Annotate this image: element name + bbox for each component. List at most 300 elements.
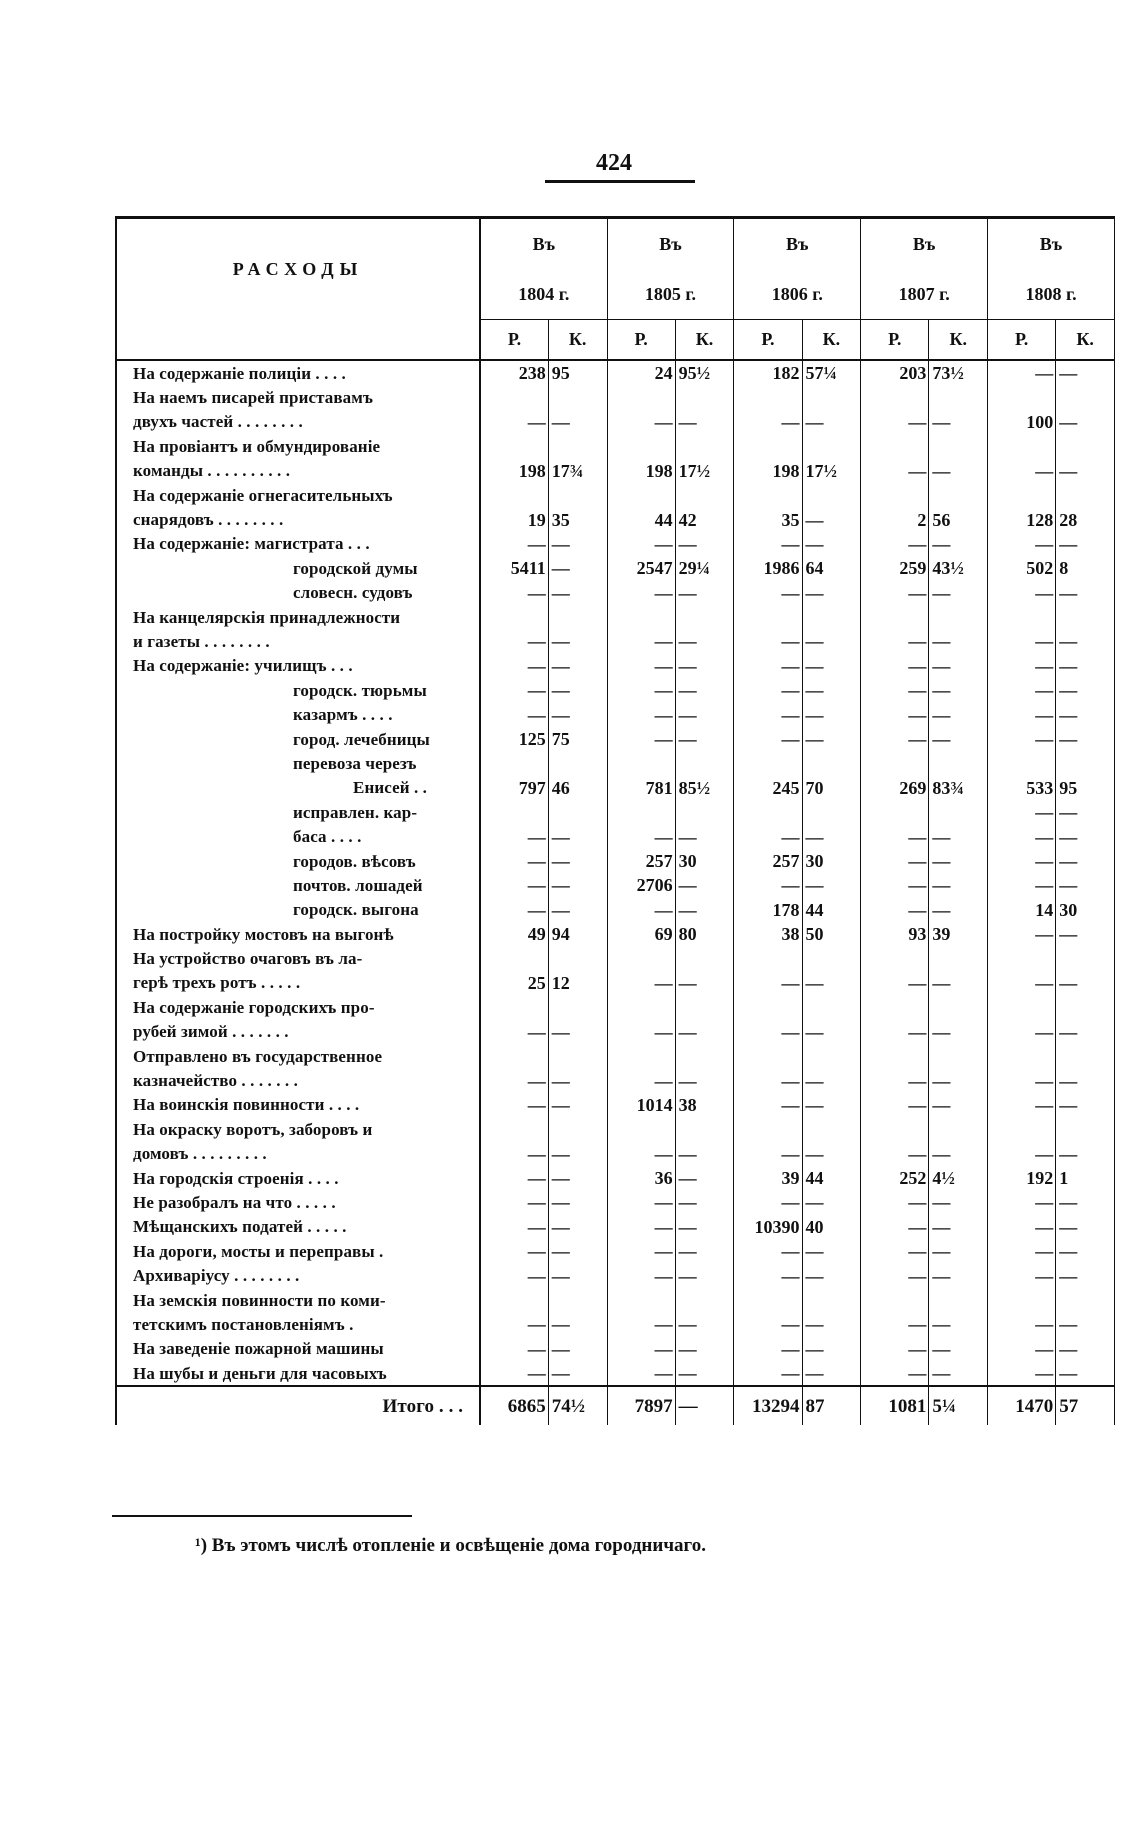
rubles-cell: 502 — [988, 556, 1056, 580]
kopecks-cell — [548, 605, 607, 629]
row-label: Мѣщанскихъ податей . . . . . — [116, 1215, 480, 1239]
kopecks-cell — [675, 1044, 734, 1068]
kopecks-cell: — — [1056, 1215, 1115, 1239]
rubles-cell — [988, 434, 1056, 458]
table-row — [116, 1190, 1115, 1214]
year-prefix: Въ — [480, 218, 607, 270]
kopecks-cell: — — [675, 654, 734, 678]
rubles-cell: — — [607, 824, 675, 848]
rubles-cell: — — [607, 629, 675, 653]
table-row — [116, 629, 1115, 653]
table-row — [116, 1288, 1115, 1312]
year-prefix: Въ — [861, 218, 988, 270]
kopecks-cell: 46 — [548, 776, 607, 800]
rubles-cell: 238 — [480, 360, 548, 385]
table-row — [116, 971, 1115, 995]
rubles-cell: — — [480, 1361, 548, 1386]
kopecks-cell: — — [802, 1142, 861, 1166]
year-label: 1806 г. — [734, 269, 861, 319]
rubles-cell — [480, 946, 548, 970]
table-row — [116, 751, 1115, 775]
kopecks-cell: — — [929, 459, 988, 483]
kopecks-cell: — — [1056, 1337, 1115, 1361]
kopecks-cell: — — [675, 1312, 734, 1336]
rubles-cell: 36 — [607, 1166, 675, 1190]
year-label: 1804 г. — [480, 269, 607, 319]
expenses-title-spacer — [116, 319, 480, 360]
kopecks-cell: — — [802, 532, 861, 556]
table-row — [116, 1215, 1115, 1239]
row-label: На канцелярскія принадлежности — [116, 605, 480, 629]
kopecks-cell: — — [675, 1239, 734, 1263]
rubles-cell — [734, 385, 802, 409]
rubles-cell: — — [861, 849, 929, 873]
rubles-cell: — — [480, 849, 548, 873]
rubles-cell: — — [607, 1312, 675, 1336]
rubles-cell: — — [734, 1337, 802, 1361]
rubles-cell — [480, 385, 548, 409]
row-label: казначейство . . . . . . . — [116, 1068, 480, 1092]
kopecks-cell: — — [675, 581, 734, 605]
kopecks-cell: — — [802, 824, 861, 848]
rubles-cell: — — [988, 629, 1056, 653]
rubles-cell: — — [607, 581, 675, 605]
year-label: 1808 г. — [988, 269, 1115, 319]
rubles-cell: — — [607, 1263, 675, 1287]
row-label: команды . . . . . . . . . . — [116, 459, 480, 483]
kopecks-cell: — — [548, 702, 607, 726]
rubles-cell: — — [988, 678, 1056, 702]
kopecks-cell — [675, 800, 734, 824]
rubles-cell: 19 — [480, 507, 548, 531]
table-row — [116, 1044, 1115, 1068]
rubles-cell: — — [480, 1142, 548, 1166]
kopecks-cell — [1056, 434, 1115, 458]
kopecks-cell — [1056, 385, 1115, 409]
kopecks-cell: 94 — [548, 922, 607, 946]
kopecks-cell — [929, 1117, 988, 1141]
kopecks-cell: — — [1056, 922, 1115, 946]
rubles-cell: — — [734, 824, 802, 848]
rubles-cell: 257 — [607, 849, 675, 873]
kopecks-cell: 56 — [929, 507, 988, 531]
unit-kopecks: К. — [675, 319, 734, 360]
rubles-cell: — — [988, 581, 1056, 605]
rubles-cell: — — [734, 873, 802, 897]
kopecks-cell: 35 — [548, 507, 607, 531]
rubles-cell — [607, 483, 675, 507]
total-kopecks-cell: 57 — [1056, 1386, 1115, 1425]
rubles-cell: — — [988, 1093, 1056, 1117]
kopecks-cell: — — [548, 824, 607, 848]
rubles-cell — [480, 751, 548, 775]
unit-rubles: Р. — [607, 319, 675, 360]
kopecks-cell — [802, 946, 861, 970]
rubles-cell: — — [734, 1068, 802, 1092]
row-label: На содержаніе: магистрата . . . — [116, 532, 480, 556]
kopecks-cell: — — [675, 898, 734, 922]
row-label: снарядовъ . . . . . . . . — [116, 507, 480, 531]
kopecks-cell: — — [802, 654, 861, 678]
kopecks-cell — [929, 434, 988, 458]
rubles-cell: — — [861, 532, 929, 556]
rubles-cell: — — [734, 1020, 802, 1044]
table-row — [116, 556, 1115, 580]
rubles-cell — [988, 1288, 1056, 1312]
unit-kopecks: К. — [929, 319, 988, 360]
kopecks-cell — [802, 483, 861, 507]
rubles-cell: 44 — [607, 507, 675, 531]
kopecks-cell: 44 — [802, 1166, 861, 1190]
kopecks-cell: — — [929, 898, 988, 922]
kopecks-cell: — — [929, 1068, 988, 1092]
header-row-units — [116, 319, 1115, 360]
kopecks-cell — [802, 1044, 861, 1068]
total-kopecks-cell: 5¼ — [929, 1386, 988, 1425]
rubles-cell: — — [861, 1093, 929, 1117]
kopecks-cell — [1056, 1288, 1115, 1312]
kopecks-cell — [548, 800, 607, 824]
rubles-cell: 1014 — [607, 1093, 675, 1117]
row-label: городск. выгона — [116, 898, 480, 922]
rubles-cell — [480, 800, 548, 824]
kopecks-cell: — — [1056, 360, 1115, 385]
kopecks-cell: — — [1056, 873, 1115, 897]
rubles-cell: 10390 — [734, 1215, 802, 1239]
rubles-cell: — — [607, 532, 675, 556]
kopecks-cell: — — [548, 1361, 607, 1386]
rubles-cell: — — [861, 654, 929, 678]
kopecks-cell: — — [675, 824, 734, 848]
kopecks-cell: 29¼ — [675, 556, 734, 580]
kopecks-cell: — — [802, 507, 861, 531]
table-row — [116, 532, 1115, 556]
rubles-cell: 252 — [861, 1166, 929, 1190]
unit-rubles: Р. — [480, 319, 548, 360]
total-kopecks-cell: 74½ — [548, 1386, 607, 1425]
rubles-cell: — — [988, 532, 1056, 556]
kopecks-cell: — — [675, 1190, 734, 1214]
kopecks-cell: 30 — [802, 849, 861, 873]
kopecks-cell: — — [675, 678, 734, 702]
kopecks-cell — [802, 800, 861, 824]
kopecks-cell: — — [802, 1190, 861, 1214]
rubles-cell: 781 — [607, 776, 675, 800]
kopecks-cell: — — [929, 629, 988, 653]
rubles-cell: 93 — [861, 922, 929, 946]
rubles-cell: 100 — [988, 410, 1056, 434]
kopecks-cell: — — [675, 971, 734, 995]
table-row — [116, 581, 1115, 605]
kopecks-cell — [548, 483, 607, 507]
kopecks-cell: 43½ — [929, 556, 988, 580]
rubles-cell: — — [988, 922, 1056, 946]
kopecks-cell — [802, 605, 861, 629]
rubles-cell: — — [607, 898, 675, 922]
kopecks-cell: — — [675, 1337, 734, 1361]
kopecks-cell: — — [929, 971, 988, 995]
rubles-cell: 128 — [988, 507, 1056, 531]
rubles-cell — [734, 483, 802, 507]
rubles-cell: — — [480, 1239, 548, 1263]
kopecks-cell: 95 — [548, 360, 607, 385]
kopecks-cell: — — [1056, 971, 1115, 995]
kopecks-cell: — — [1056, 1263, 1115, 1287]
kopecks-cell: 70 — [802, 776, 861, 800]
kopecks-cell: 64 — [802, 556, 861, 580]
row-label: На воинскія повинности . . . . — [116, 1093, 480, 1117]
kopecks-cell — [675, 1117, 734, 1141]
rubles-cell: — — [480, 873, 548, 897]
rubles-cell: 797 — [480, 776, 548, 800]
kopecks-cell — [929, 946, 988, 970]
table-row — [116, 678, 1115, 702]
kopecks-cell: — — [929, 581, 988, 605]
kopecks-cell: — — [675, 1142, 734, 1166]
rubles-cell: — — [861, 1190, 929, 1214]
row-label: На дороги, мосты и переправы . — [116, 1239, 480, 1263]
rubles-cell: — — [988, 654, 1056, 678]
kopecks-cell: — — [675, 1215, 734, 1239]
row-label: На содержаніе: училищъ . . . — [116, 654, 480, 678]
kopecks-cell: — — [675, 629, 734, 653]
rubles-cell — [607, 800, 675, 824]
unit-rubles: Р. — [861, 319, 929, 360]
row-label: На провіантъ и обмундированіе — [116, 434, 480, 458]
rubles-cell — [480, 1117, 548, 1141]
rubles-cell: — — [734, 1142, 802, 1166]
rubles-cell: — — [480, 702, 548, 726]
kopecks-cell: — — [802, 727, 861, 751]
rubles-cell: — — [480, 1263, 548, 1287]
rubles-cell: — — [480, 1093, 548, 1117]
kopecks-cell: — — [675, 873, 734, 897]
year-label: 1805 г. — [607, 269, 734, 319]
rubles-cell — [988, 1044, 1056, 1068]
rubles-cell: — — [480, 1190, 548, 1214]
table-row — [116, 922, 1115, 946]
rubles-cell: — — [480, 629, 548, 653]
kopecks-cell: 95 — [1056, 776, 1115, 800]
rubles-cell: — — [607, 1020, 675, 1044]
header-row-prefix — [116, 218, 1115, 270]
rubles-cell: — — [861, 629, 929, 653]
kopecks-cell: — — [802, 702, 861, 726]
kopecks-cell — [929, 800, 988, 824]
year-prefix: Въ — [734, 218, 861, 270]
unit-kopecks: К. — [548, 319, 607, 360]
rubles-cell: — — [988, 459, 1056, 483]
table-row — [116, 654, 1115, 678]
kopecks-cell: 95½ — [675, 360, 734, 385]
kopecks-cell: — — [548, 556, 607, 580]
kopecks-cell: — — [802, 410, 861, 434]
rubles-cell: — — [607, 1337, 675, 1361]
rubles-cell: — — [480, 581, 548, 605]
kopecks-cell — [929, 751, 988, 775]
kopecks-cell: — — [1056, 1020, 1115, 1044]
rubles-cell — [988, 946, 1056, 970]
rubles-cell: — — [607, 702, 675, 726]
rubles-cell — [734, 751, 802, 775]
rubles-cell — [480, 605, 548, 629]
kopecks-cell: — — [929, 678, 988, 702]
rubles-cell: — — [861, 581, 929, 605]
kopecks-cell: 50 — [802, 922, 861, 946]
rubles-cell — [861, 1288, 929, 1312]
kopecks-cell: — — [548, 654, 607, 678]
rubles-cell: — — [861, 1142, 929, 1166]
rubles-cell: — — [988, 1263, 1056, 1287]
footnote-rule — [112, 1515, 412, 1517]
kopecks-cell: — — [929, 1190, 988, 1214]
table-row — [116, 898, 1115, 922]
table-row — [116, 1312, 1115, 1336]
table-row — [116, 1020, 1115, 1044]
table-row — [116, 1263, 1115, 1287]
rubles-cell: 269 — [861, 776, 929, 800]
kopecks-cell — [548, 385, 607, 409]
rubles-cell: — — [861, 410, 929, 434]
kopecks-cell — [675, 483, 734, 507]
table-row — [116, 434, 1115, 458]
table-row — [116, 459, 1115, 483]
kopecks-cell — [548, 1288, 607, 1312]
kopecks-cell: — — [675, 702, 734, 726]
kopecks-cell: — — [802, 1239, 861, 1263]
row-label: На постройку мостовъ на выгонѣ — [116, 922, 480, 946]
rubles-cell: 245 — [734, 776, 802, 800]
table-row — [116, 702, 1115, 726]
rubles-cell — [988, 483, 1056, 507]
row-label: На заведеніе пожарной машины — [116, 1337, 480, 1361]
page-number-rule — [545, 180, 695, 183]
rubles-cell: — — [988, 727, 1056, 751]
total-kopecks-cell: 87 — [802, 1386, 861, 1425]
rubles-cell: — — [988, 1215, 1056, 1239]
kopecks-cell — [1056, 483, 1115, 507]
rubles-cell: — — [734, 1239, 802, 1263]
rubles-cell: — — [607, 678, 675, 702]
rubles-cell: 69 — [607, 922, 675, 946]
row-label: тетскимъ постановленіямъ . — [116, 1312, 480, 1336]
row-label: На содержаніе городскихъ про- — [116, 995, 480, 1019]
rubles-cell: — — [861, 1068, 929, 1092]
kopecks-cell — [675, 1288, 734, 1312]
kopecks-cell: — — [1056, 1312, 1115, 1336]
rubles-cell: — — [734, 1263, 802, 1287]
rubles-cell: — — [480, 410, 548, 434]
rubles-cell — [861, 385, 929, 409]
kopecks-cell: 39 — [929, 922, 988, 946]
kopecks-cell: — — [548, 1337, 607, 1361]
kopecks-cell — [675, 946, 734, 970]
rubles-cell: 203 — [861, 360, 929, 385]
rubles-cell: — — [988, 360, 1056, 385]
kopecks-cell — [548, 995, 607, 1019]
rubles-cell — [734, 605, 802, 629]
rubles-cell: 182 — [734, 360, 802, 385]
row-label: Не разобралъ на что . . . . . — [116, 1190, 480, 1214]
table-row — [116, 873, 1115, 897]
rubles-cell: — — [861, 824, 929, 848]
rubles-cell: — — [607, 1215, 675, 1239]
table-row — [116, 605, 1115, 629]
rubles-cell: — — [480, 1337, 548, 1361]
rubles-cell: — — [734, 727, 802, 751]
kopecks-cell — [929, 605, 988, 629]
kopecks-cell: — — [1056, 824, 1115, 848]
rubles-cell: — — [861, 1263, 929, 1287]
rubles-cell — [734, 1044, 802, 1068]
kopecks-cell — [1056, 1044, 1115, 1068]
rubles-cell: 2 — [861, 507, 929, 531]
row-label: город. лечебницы — [116, 727, 480, 751]
kopecks-cell: — — [675, 410, 734, 434]
totals-label: Итого . . . — [116, 1386, 480, 1425]
rubles-cell — [988, 605, 1056, 629]
rubles-cell: — — [607, 654, 675, 678]
rubles-cell: 5411 — [480, 556, 548, 580]
page-number: 424 — [596, 150, 632, 176]
kopecks-cell: — — [1056, 629, 1115, 653]
kopecks-cell: — — [548, 1142, 607, 1166]
rubles-cell: — — [988, 1142, 1056, 1166]
table-row — [116, 849, 1115, 873]
rubles-cell — [607, 946, 675, 970]
kopecks-cell: — — [802, 1263, 861, 1287]
kopecks-cell — [548, 1044, 607, 1068]
kopecks-cell: — — [675, 1361, 734, 1386]
kopecks-cell — [929, 385, 988, 409]
rubles-cell: 533 — [988, 776, 1056, 800]
rubles-cell — [607, 1044, 675, 1068]
rubles-cell: — — [734, 581, 802, 605]
kopecks-cell — [675, 434, 734, 458]
kopecks-cell: — — [548, 873, 607, 897]
rubles-cell: — — [861, 1312, 929, 1336]
rubles-cell — [734, 1117, 802, 1141]
kopecks-cell: — — [1056, 532, 1115, 556]
row-label: почтов. лошадей — [116, 873, 480, 897]
rubles-cell — [861, 751, 929, 775]
rubles-cell: — — [861, 1020, 929, 1044]
row-label: баса . . . . — [116, 824, 480, 848]
rubles-cell: 49 — [480, 922, 548, 946]
kopecks-cell: — — [548, 1263, 607, 1287]
rubles-cell — [734, 1288, 802, 1312]
kopecks-cell: — — [802, 1361, 861, 1386]
rubles-cell: — — [480, 1166, 548, 1190]
kopecks-cell: — — [929, 702, 988, 726]
rubles-cell: — — [480, 1215, 548, 1239]
kopecks-cell: — — [1056, 654, 1115, 678]
kopecks-cell: 42 — [675, 507, 734, 531]
rubles-cell: — — [861, 873, 929, 897]
kopecks-cell: — — [1056, 1361, 1115, 1386]
kopecks-cell: — — [1056, 800, 1115, 824]
unit-rubles: Р. — [988, 319, 1056, 360]
kopecks-cell: — — [929, 727, 988, 751]
kopecks-cell: — — [675, 1166, 734, 1190]
rubles-cell: 1986 — [734, 556, 802, 580]
year-label: 1807 г. — [861, 269, 988, 319]
kopecks-cell: — — [1056, 678, 1115, 702]
kopecks-cell: — — [929, 1215, 988, 1239]
kopecks-cell: — — [548, 1166, 607, 1190]
kopecks-cell: 30 — [1056, 898, 1115, 922]
kopecks-cell: — — [929, 1361, 988, 1386]
